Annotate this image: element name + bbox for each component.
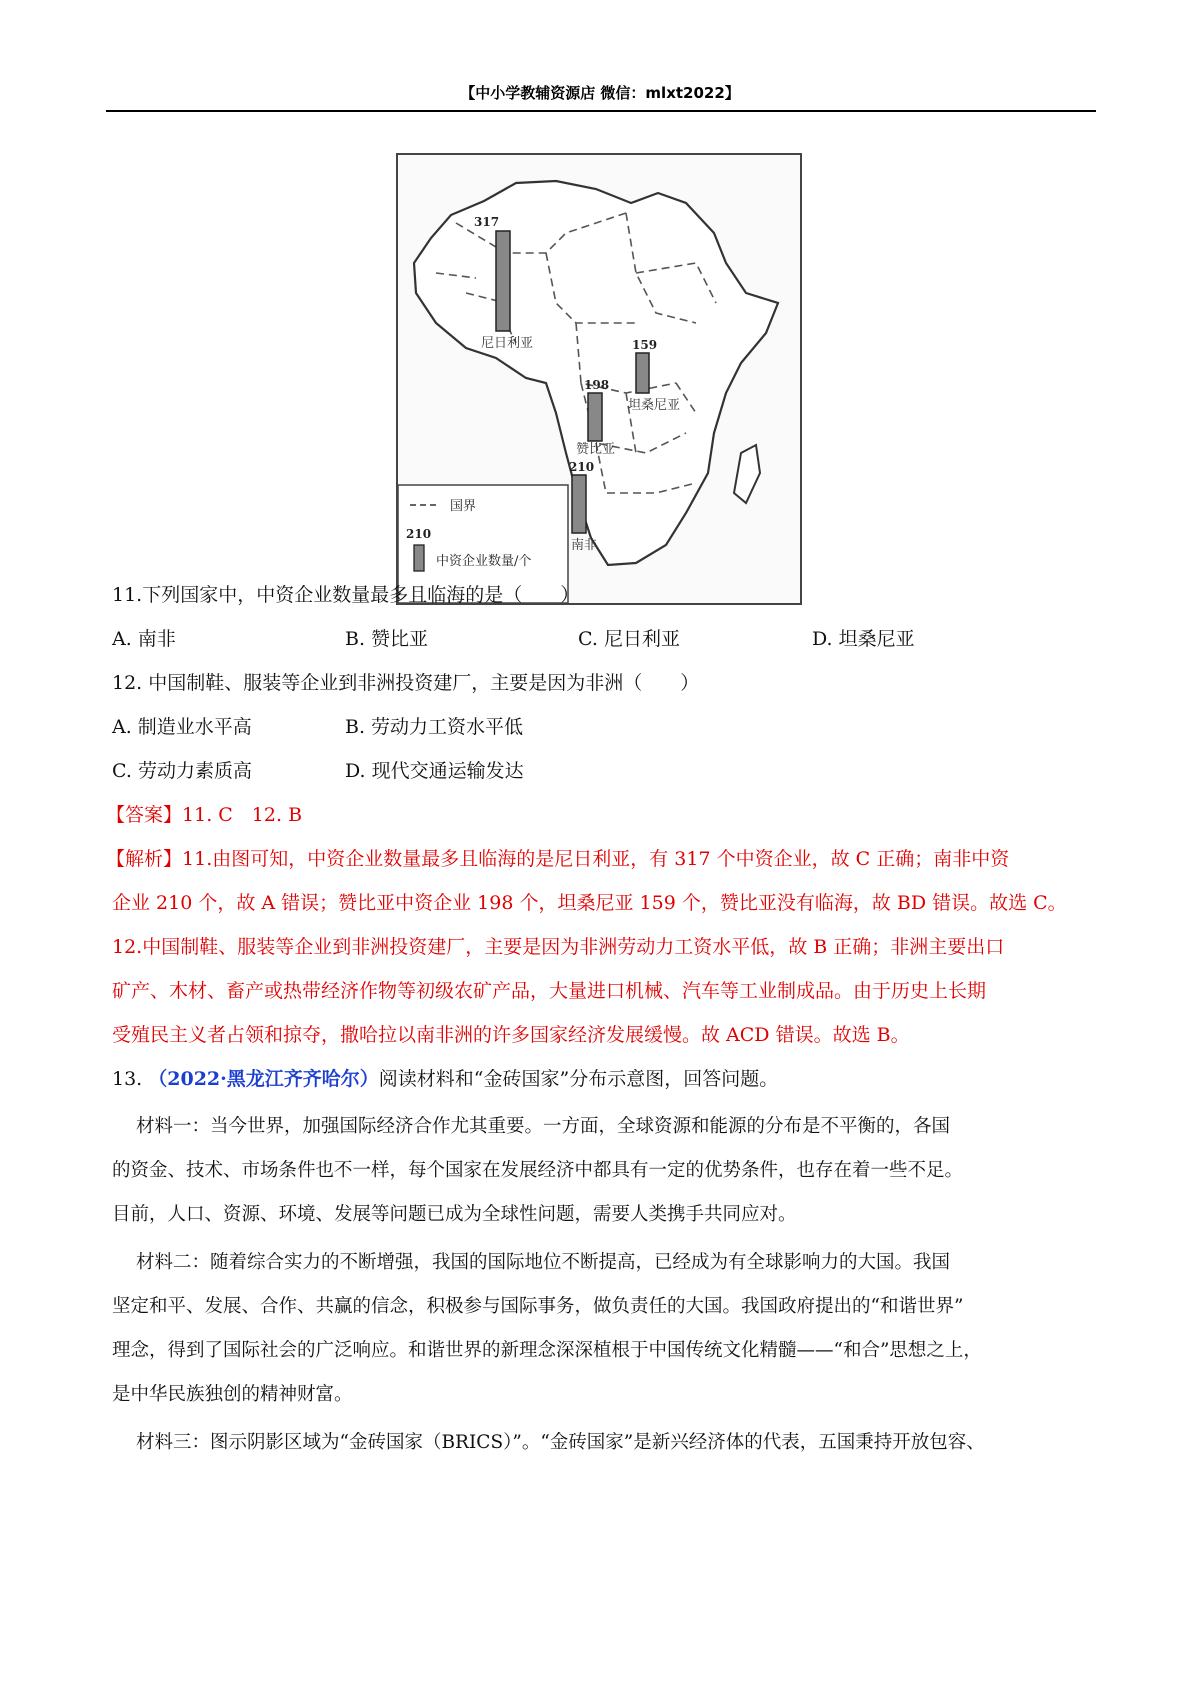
bar-value-tanzania: 159 (632, 338, 658, 352)
answer-line (106, 802, 302, 828)
q12-option-c: C. 劳动力素质高 (112, 760, 252, 782)
page-header: 【中小学教辅资源店 微信：mlxt2022】 (460, 84, 740, 102)
material-2-line-4: 是中华民族独创的精神财富。 (112, 1384, 353, 1405)
material-2-line-2: 坚定和平、发展、合作、共赢的信念，积极参与国际事务，做负责任的大国。我国政府提出的“和谐世界” (112, 1296, 964, 1317)
analysis-line-3: 12.中国制鞋、服装等企业到非洲投资建厂，主要是因为非洲劳动力工资水平低，故 B 正确；非洲主要出口 (112, 936, 1005, 958)
material-2-line-1: 材料二：随着综合实力的不断增强，我国的国际地位不断提高，已经成为有全球影响力的大国。我国 (136, 1252, 951, 1273)
bar-label-tanzania: 坦桑尼亚 (628, 398, 681, 413)
material-1-line-2: 的资金、技术、市场条件也不一样，每个国家在发展经济中都具有一定的优势条件，也存在着一些不足。 (112, 1160, 964, 1181)
legend-bar-label: 中资企业数量/个 (436, 554, 532, 569)
q12-option-b: B. 劳动力工资水平低 (345, 716, 524, 738)
material-3-line-1: 材料三：图示阴影区域为“金砖国家（BRICS）”。“金砖国家”是新兴经济体的代表，五国秉持开放包容、 (136, 1432, 985, 1453)
material-1-line-3: 目前，人口、资源、环境、发展等问题已成为全球性问题，需要人类携手共同应对。 (112, 1204, 797, 1225)
analysis-line-4: 矿产、木材、畜产或热带经济作物等初级农矿产品，大量进口机械、汽车等工业制成品。由于历史上长期 (112, 980, 987, 1002)
answer-text: 11. C 12. B (182, 804, 303, 826)
legend-border-label: 国界 (450, 499, 477, 514)
q13-source: （2022·黑龙江齐齐哈尔） (148, 1068, 379, 1090)
bar-label-nigeria: 尼日利亚 (481, 336, 534, 351)
analysis-text-1: 11.由图可知，中资企业数量最多且临海的是尼日利亚，有 317 个中资企业，故 C 正确；南非中资 (182, 848, 1010, 870)
analysis-label: 【解析】 (106, 848, 183, 870)
bar-value-nigeria: 317 (474, 215, 500, 229)
legend-bar-sample-value: 210 (406, 527, 432, 541)
header-divider (106, 110, 1096, 112)
bar-value-zambia: 198 (584, 378, 610, 392)
q11-option-c: C. 尼日利亚 (578, 628, 680, 650)
q12-stem: 12. 中国制鞋、服装等企业到非洲投资建厂，主要是因为非洲（ ） (112, 672, 700, 694)
q11-option-b: B. 赞比亚 (345, 628, 429, 650)
analysis-line-1 (106, 846, 1009, 872)
bar-label-zambia: 赞比亚 (576, 442, 616, 457)
africa-map (396, 153, 802, 605)
answer-label: 【答案】 (106, 804, 183, 826)
bar-value-south-africa: 210 (569, 460, 595, 474)
q11-option-d: D. 坦桑尼亚 (812, 628, 915, 650)
q13-number: 13. (112, 1068, 143, 1090)
material-2-line-3: 理念，得到了国际社会的广泛响应。和谐世界的新理念深深植根于中国传统文化精髓——“和合”思想之上， (112, 1340, 982, 1361)
q12-option-a: A. 制造业水平高 (112, 716, 252, 738)
material-1-line-1: 材料一：当今世界，加强国际经济合作尤其重要。一方面，全球资源和能源的分布是不平衡的，各国 (136, 1116, 951, 1137)
bar-label-south-africa: 南非 (571, 538, 598, 553)
q11-option-a: A. 南非 (112, 628, 176, 650)
q13-stem: 阅读材料和“金砖国家”分布示意图，回答问题。 (378, 1068, 779, 1090)
analysis-line-2: 企业 210 个，故 A 错误；赞比亚中资企业 198 个，坦桑尼亚 159 个，赞比亚没有临海，故 BD 错误。故选 C。 (112, 892, 1067, 914)
q12-option-d: D. 现代交通运输发达 (345, 760, 524, 782)
q11-stem: 11.下列国家中，中资企业数量最多且临海的是（ ） (112, 584, 580, 606)
analysis-line-5: 受殖民主义者占领和掠夺，撒哈拉以南非洲的许多国家经济发展缓慢。故 ACD 错误。故选 B。 (112, 1024, 910, 1046)
q13-stem-line (112, 1066, 778, 1092)
